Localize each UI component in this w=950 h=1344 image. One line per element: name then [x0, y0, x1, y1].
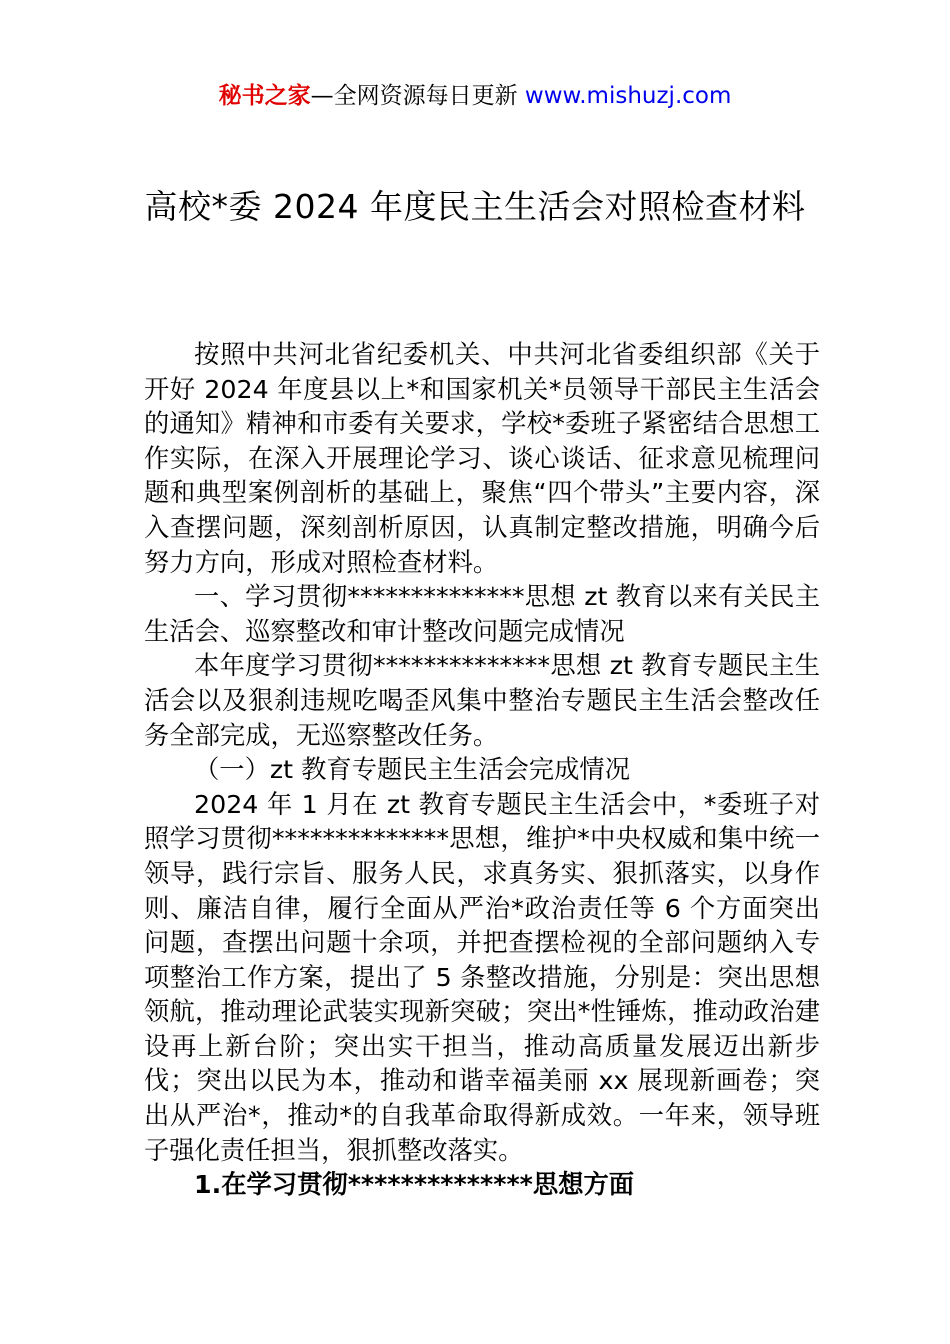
intro-paragraph: 按照中共河北省纪委机关、中共河北省委组织部《关于开好 2024 年度县以上*和国家机关*员领导干部民主生活会的通知》精神和市委有关要求，学校*委班子紧密结合思想工作实际，在深入开展理论学习、谈心谈话、征求意见梳理问题和典型案例剖析的基础上，聚焦“四个带头”主要内容，深入查摆问题，深刻剖析原因，认真制定整改措施，明确今后努力方向，形成对照检查材料。	[144, 340, 820, 577]
site-url-link[interactable]: www.mishuzj.com	[524, 83, 732, 109]
body-paragraph: 本年度学习贯彻**************思想 zt 教育专题民主生活会以及狠刹违规吃喝歪风集中整治专题民主生活会整改任务全部完成，无巡察整改任务。	[144, 651, 820, 750]
site-header	[0, 80, 950, 112]
numbered-heading: 1.在学习贯彻**************思想方面	[194, 1170, 635, 1200]
brand-name: 秘书之家	[218, 83, 311, 109]
body-paragraph: 2024 年 1 月在 zt 教育专题民主生活会中，*委班子对照学习贯彻**************思想，维护*中央权威和集中统一领导，践行宗旨、服务人民，求真务实、狠抓落实，以身作则、廉洁自律，履行全面从严治*政治责任等 6 个方面突出问题，查摆出问题十余项，并把查摆检视的全部问题纳入专项整治工作方案，提出了 5 条整改措施，分别是：突出思想领航，推动理论武装实现新突破；突出*性锤炼，推动政治建设再上新台阶；突出实干担当，推动高质量发展迈出新步伐；突出以民为本，推动和谐幸福美丽 xx 展现新画卷；突出从严治*，推动*的自我革命取得新成效。一年来，领导班子强化责任担当，狠抓整改落实。	[144, 789, 820, 1165]
header-tagline: —全网资源每日更新	[310, 83, 525, 109]
section-heading: 一、学习贯彻**************思想 zt 教育以来有关民主生活会、巡察整改和审计整改问题完成情况	[144, 582, 820, 646]
subsection-heading: （一）zt 教育专题民主生活会完成情况	[194, 755, 630, 785]
document-title: 高校*委 2024 年度民主生活会对照检查材料	[144, 187, 806, 226]
document-body	[144, 338, 820, 1203]
